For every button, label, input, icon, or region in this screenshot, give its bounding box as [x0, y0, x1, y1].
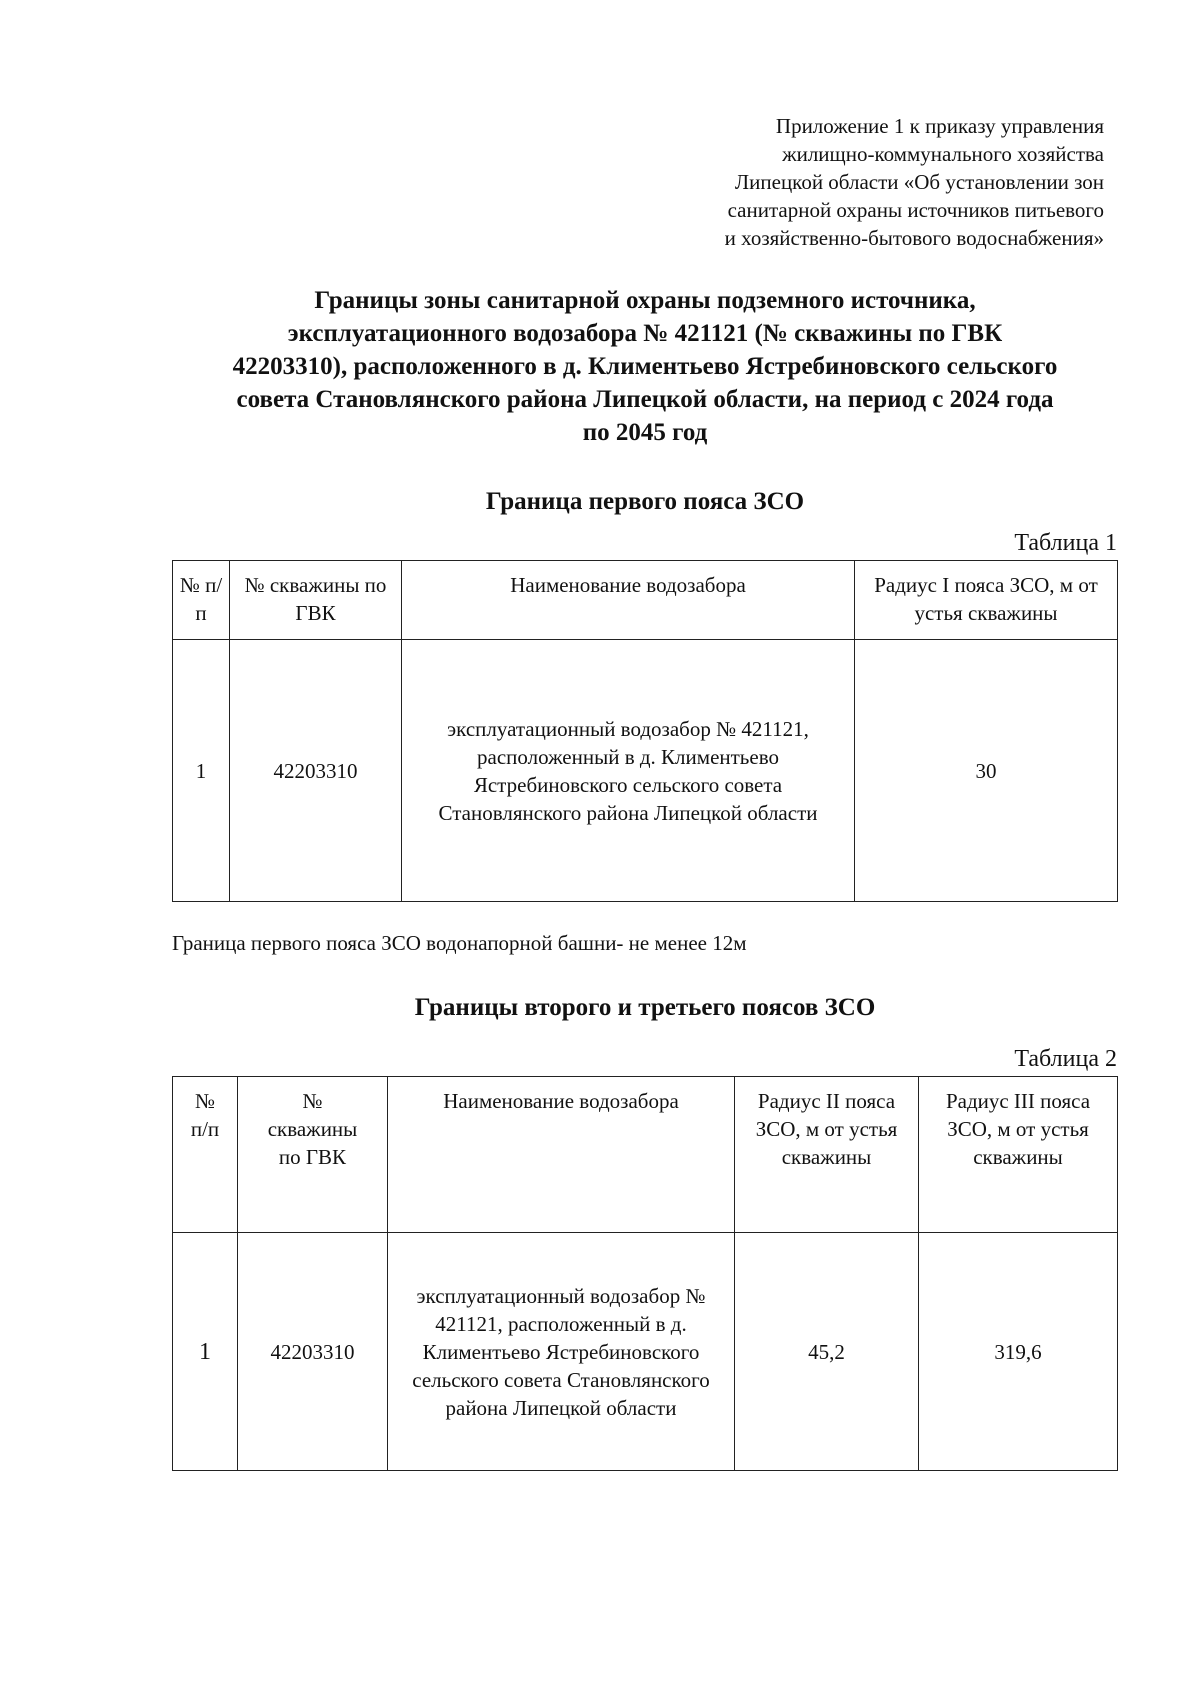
table2-label: Таблица 2	[1014, 1046, 1117, 1072]
appendix-line: и хозяйственно-бытового водоснабжения»	[724, 226, 1104, 250]
table1-cell-well: 42203310	[230, 640, 402, 902]
table1-cell-num: 1	[173, 640, 230, 902]
table2-cell-num: 1	[173, 1233, 238, 1471]
table2-cell-name: эксплуатационный водозабор № 421121, расположенный в д. Климентьево Ястребиновского сельского совета Становлянского района Липецкой области	[388, 1233, 735, 1471]
table1-header-radius: Радиус I пояса ЗСО, м от устья скважины	[855, 561, 1118, 640]
table1-header-num: № п/п	[173, 561, 230, 640]
tower-note: Граница первого пояса ЗСО водонапорной башни- не менее 12м	[172, 931, 747, 955]
table2-header-row	[173, 1077, 1118, 1233]
table2-cell-radius3: 319,6	[919, 1233, 1118, 1471]
table-2	[172, 1076, 1118, 1471]
table-row	[173, 1233, 1118, 1471]
table2-header-num: № п/п	[173, 1077, 238, 1233]
title-line: совета Становлянского района Липецкой области, на период с 2024 года	[236, 386, 1054, 413]
table1-cell-radius: 30	[855, 640, 1118, 902]
table1-header-well: № скважины по ГВК	[230, 561, 402, 640]
appendix-line: Приложение 1 к приказу управления	[775, 114, 1104, 138]
table2-cell-radius2: 45,2	[735, 1233, 919, 1471]
appendix-line: санитарной охраны источников питьевого	[727, 198, 1104, 222]
appendix-line: жилищно-коммунального хозяйства	[782, 142, 1104, 166]
title-line: Границы зоны санитарной охраны подземного источника,	[314, 287, 976, 314]
title-line: 42203310), расположенного в д. Климентьево Ястребиновского сельского	[232, 353, 1058, 380]
title-line: по 2045 год	[582, 419, 708, 446]
table1-header-name: Наименование водозабора	[402, 561, 855, 640]
table-row	[173, 640, 1118, 902]
appendix-line: Липецкой области «Об установлении зон	[734, 170, 1104, 194]
section2-heading: Границы второго и третьего поясов ЗСО	[414, 994, 876, 1021]
title-line: эксплуатационного водозабора № 421121 (№ скважины по ГВК	[287, 320, 1003, 347]
section1-heading: Граница первого пояса ЗСО	[485, 488, 805, 515]
table1-header-row	[173, 561, 1118, 640]
document-title	[150, 284, 1140, 449]
table1-label: Таблица 1	[1014, 530, 1117, 556]
appendix-note	[584, 112, 1104, 252]
table-1	[172, 560, 1118, 902]
table2-header-radius3: Радиус III пояса ЗСО, м от устья скважины	[919, 1077, 1118, 1233]
table2-header-name: Наименование водозабора	[388, 1077, 735, 1233]
table2-header-radius2: Радиус II пояса ЗСО, м от устья скважины	[735, 1077, 919, 1233]
table2-header-well: № скважины по ГВК	[238, 1077, 388, 1233]
table1-cell-name: эксплуатационный водозабор № 421121, расположенный в д. Климентьево Ястребиновского сельского совета Становлянского района Липецкой области	[402, 640, 855, 902]
table2-cell-well: 42203310	[238, 1233, 388, 1471]
